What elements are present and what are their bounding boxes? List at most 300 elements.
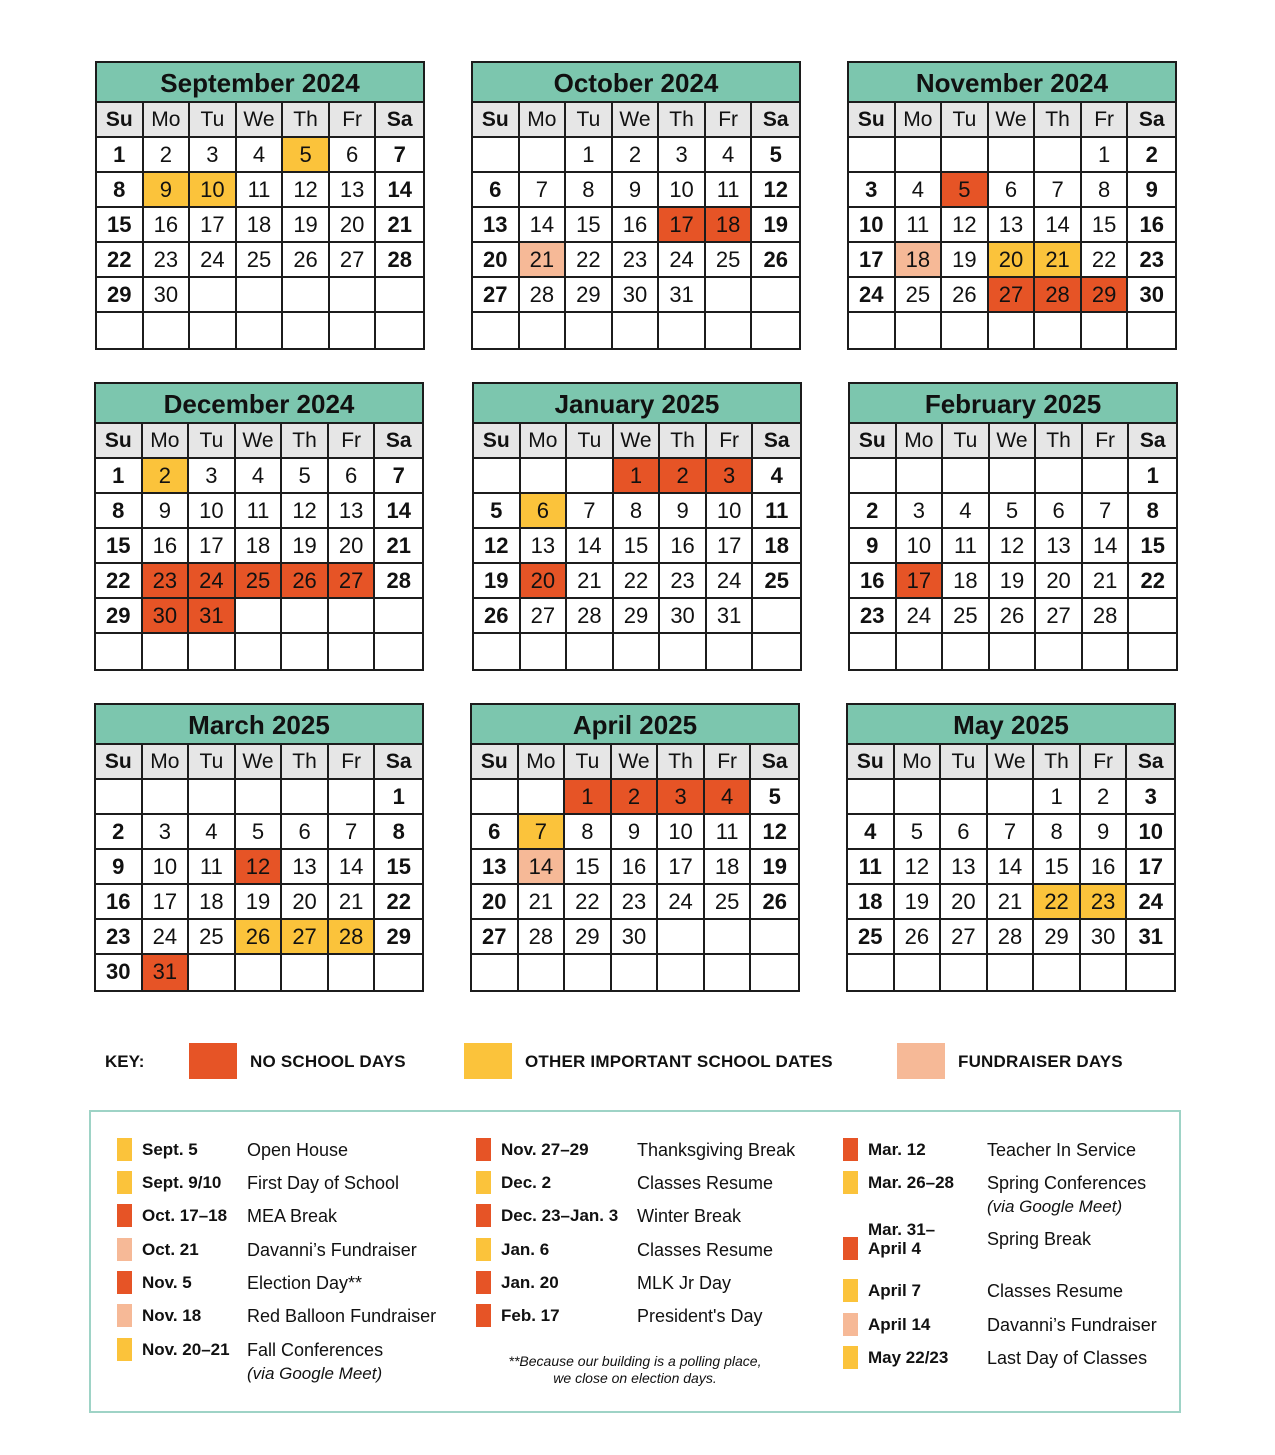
key-no-school-label: NO SCHOOL DAYS xyxy=(250,1052,406,1071)
legend-swatch xyxy=(476,1138,491,1161)
day-cell: 21 xyxy=(567,564,614,599)
empty-day-cell xyxy=(330,278,377,313)
day-cell: 14 xyxy=(329,850,376,885)
day-cell: 1 xyxy=(97,138,144,173)
day-cell: 30 xyxy=(1128,278,1175,313)
day-cell: 18 xyxy=(237,208,284,243)
empty-day-cell xyxy=(897,634,944,669)
legend-date: Dec. 2 xyxy=(501,1173,552,1192)
empty-day-cell xyxy=(1128,313,1175,348)
day-cell: 25 xyxy=(943,599,990,634)
legend-description: Open House xyxy=(247,1140,349,1160)
day-cell: 29 xyxy=(614,599,661,634)
empty-day-cell xyxy=(705,955,752,990)
day-cell: 5 xyxy=(752,138,799,173)
legend-date: May 22/23 xyxy=(868,1348,949,1367)
day-cell: 1 xyxy=(566,138,613,173)
legend-swatch xyxy=(117,1171,132,1194)
empty-day-cell xyxy=(474,634,521,669)
day-cell: 11 xyxy=(896,208,943,243)
day-cell: 22 xyxy=(614,564,661,599)
legend-swatch xyxy=(843,1346,858,1369)
day-cell: 29 xyxy=(1082,278,1129,313)
day-cell: 1 xyxy=(1034,780,1081,815)
empty-day-cell xyxy=(895,955,942,990)
empty-day-cell xyxy=(143,780,190,815)
day-cell: 5 xyxy=(236,815,283,850)
day-cell: 19 xyxy=(752,208,799,243)
legend-date: Oct. 21 xyxy=(142,1240,199,1259)
day-cell: 25 xyxy=(236,564,283,599)
empty-day-cell xyxy=(989,138,1036,173)
weekday-header: We xyxy=(989,103,1036,138)
month-title: November 2024 xyxy=(849,63,1175,103)
day-cell: 18 xyxy=(189,885,236,920)
empty-day-cell xyxy=(943,459,990,494)
day-cell: 24 xyxy=(190,243,237,278)
empty-day-cell xyxy=(941,955,988,990)
day-cell: 28 xyxy=(1083,599,1130,634)
legend-description: MLK Jr Day xyxy=(637,1273,732,1293)
day-cell: 19 xyxy=(942,243,989,278)
day-cell: 30 xyxy=(660,599,707,634)
empty-day-cell xyxy=(189,780,236,815)
day-cell: 27 xyxy=(521,599,568,634)
legend-date: Dec. 23–Jan. 3 xyxy=(501,1206,619,1225)
empty-day-cell xyxy=(988,955,1035,990)
month-calendar xyxy=(848,382,1178,671)
empty-day-cell xyxy=(472,955,519,990)
weekday-header: We xyxy=(612,745,659,780)
empty-day-cell xyxy=(283,278,330,313)
day-cell: 2 xyxy=(144,138,191,173)
empty-day-cell xyxy=(189,955,236,990)
day-cell: 10 xyxy=(659,173,706,208)
day-cell: 22 xyxy=(1034,885,1081,920)
day-cell: 31 xyxy=(1127,920,1174,955)
weekday-header: Sa xyxy=(751,745,798,780)
empty-day-cell xyxy=(96,634,143,669)
day-cell: 23 xyxy=(143,564,190,599)
day-cell: 18 xyxy=(896,243,943,278)
day-cell: 6 xyxy=(329,459,376,494)
day-cell: 17 xyxy=(707,529,754,564)
empty-day-cell xyxy=(1035,313,1082,348)
weekday-header: Mo xyxy=(519,745,566,780)
day-cell: 29 xyxy=(565,920,612,955)
legend-date: Sept. 5 xyxy=(142,1140,198,1159)
empty-day-cell xyxy=(989,313,1036,348)
day-cell: 23 xyxy=(660,564,707,599)
month-title: May 2025 xyxy=(848,705,1174,745)
day-cell: 11 xyxy=(236,494,283,529)
day-cell: 6 xyxy=(282,815,329,850)
weekday-header: Sa xyxy=(376,103,423,138)
weekday-header: Fr xyxy=(1082,103,1129,138)
day-cell: 17 xyxy=(659,208,706,243)
day-cell: 20 xyxy=(989,243,1036,278)
legend-description: Spring Conferences xyxy=(987,1173,1147,1193)
day-cell: 20 xyxy=(1036,564,1083,599)
day-cell: 9 xyxy=(1081,815,1128,850)
day-cell: 7 xyxy=(567,494,614,529)
day-cell: 28 xyxy=(1035,278,1082,313)
legend-date: Nov. 20–21 xyxy=(142,1340,230,1359)
day-cell: 26 xyxy=(282,564,329,599)
legend-swatch xyxy=(843,1138,858,1161)
day-cell: 23 xyxy=(96,920,143,955)
day-cell: 20 xyxy=(282,885,329,920)
month-calendar xyxy=(472,382,802,671)
day-cell: 6 xyxy=(330,138,377,173)
empty-day-cell xyxy=(473,313,520,348)
legend-description: Fall Conferences xyxy=(247,1340,384,1360)
day-cell: 23 xyxy=(613,243,660,278)
day-cell: 21 xyxy=(329,885,376,920)
legend-description: Thanksgiving Break xyxy=(637,1140,796,1160)
legend-subtext: (via Google Meet) xyxy=(987,1197,1123,1216)
legend-swatch xyxy=(117,1338,132,1361)
empty-day-cell xyxy=(144,313,191,348)
empty-day-cell xyxy=(236,634,283,669)
day-cell: 19 xyxy=(895,885,942,920)
day-cell: 16 xyxy=(143,529,190,564)
empty-day-cell xyxy=(751,955,798,990)
month-calendar xyxy=(94,382,424,671)
day-cell: 10 xyxy=(190,173,237,208)
day-cell: 15 xyxy=(1082,208,1129,243)
day-cell: 30 xyxy=(96,955,143,990)
legend-swatch xyxy=(476,1238,491,1261)
weekday-header: Sa xyxy=(375,424,422,459)
day-cell: 20 xyxy=(330,208,377,243)
key-important-label: OTHER IMPORTANT SCHOOL DATES xyxy=(525,1052,833,1071)
empty-day-cell xyxy=(521,634,568,669)
day-cell: 16 xyxy=(660,529,707,564)
day-cell: 26 xyxy=(751,885,798,920)
day-cell: 16 xyxy=(96,885,143,920)
empty-day-cell xyxy=(143,634,190,669)
day-cell: 20 xyxy=(941,885,988,920)
empty-day-cell xyxy=(612,955,659,990)
day-cell: 28 xyxy=(519,920,566,955)
legend-date: Mar. 26–28 xyxy=(868,1173,955,1192)
footnote-line-2: we close on election days. xyxy=(553,1370,717,1386)
day-cell: 13 xyxy=(1036,529,1083,564)
day-cell: 24 xyxy=(897,599,944,634)
legend-description: Classes Resume xyxy=(637,1173,774,1193)
day-cell: 21 xyxy=(1083,564,1130,599)
day-cell: 26 xyxy=(236,920,283,955)
month-calendar xyxy=(95,61,425,350)
empty-day-cell xyxy=(473,138,520,173)
legend-description: Classes Resume xyxy=(987,1281,1124,1301)
empty-day-cell xyxy=(990,634,1037,669)
day-cell: 30 xyxy=(613,278,660,313)
weekday-header: Sa xyxy=(752,103,799,138)
day-cell: 21 xyxy=(988,885,1035,920)
empty-day-cell xyxy=(896,138,943,173)
day-cell: 4 xyxy=(896,173,943,208)
empty-day-cell xyxy=(942,138,989,173)
day-cell: 11 xyxy=(706,173,753,208)
day-cell: 5 xyxy=(895,815,942,850)
day-cell: 14 xyxy=(567,529,614,564)
day-cell: 23 xyxy=(612,885,659,920)
day-cell: 2 xyxy=(1081,780,1128,815)
empty-day-cell xyxy=(706,278,753,313)
weekday-header: We xyxy=(613,103,660,138)
day-cell: 2 xyxy=(660,459,707,494)
day-cell: 9 xyxy=(850,529,897,564)
day-cell: 12 xyxy=(474,529,521,564)
empty-day-cell xyxy=(990,459,1037,494)
day-cell: 11 xyxy=(753,494,800,529)
day-cell: 9 xyxy=(660,494,707,529)
month-title: January 2025 xyxy=(474,384,800,424)
weekday-header: We xyxy=(990,424,1037,459)
weekday-header: Tu xyxy=(567,424,614,459)
weekday-header: Th xyxy=(1034,745,1081,780)
day-cell: 2 xyxy=(1128,138,1175,173)
day-cell: 16 xyxy=(144,208,191,243)
empty-day-cell xyxy=(941,780,988,815)
day-cell: 7 xyxy=(1035,173,1082,208)
day-cell: 18 xyxy=(943,564,990,599)
day-cell: 5 xyxy=(474,494,521,529)
empty-day-cell xyxy=(1081,955,1128,990)
legend-description: MEA Break xyxy=(247,1206,338,1226)
legend-swatch xyxy=(117,1271,132,1294)
day-cell: 22 xyxy=(1082,243,1129,278)
empty-day-cell xyxy=(1036,459,1083,494)
day-cell: 12 xyxy=(752,173,799,208)
empty-day-cell xyxy=(566,313,613,348)
empty-day-cell xyxy=(330,313,377,348)
day-cell: 9 xyxy=(96,850,143,885)
weekday-header: Mo xyxy=(144,103,191,138)
day-cell: 10 xyxy=(897,529,944,564)
empty-day-cell xyxy=(753,634,800,669)
day-cell: 15 xyxy=(96,529,143,564)
day-cell: 13 xyxy=(329,494,376,529)
month-calendar xyxy=(94,703,424,992)
key-fundraiser-label: FUNDRAISER DAYS xyxy=(958,1052,1123,1071)
color-key xyxy=(105,1042,1185,1082)
empty-day-cell xyxy=(1036,634,1083,669)
weekday-header: Tu xyxy=(189,745,236,780)
day-cell: 2 xyxy=(143,459,190,494)
month-calendar xyxy=(470,703,800,992)
important-swatch xyxy=(464,1043,512,1079)
legend-description: First Day of School xyxy=(247,1173,400,1193)
empty-day-cell xyxy=(190,278,237,313)
day-cell: 7 xyxy=(520,173,567,208)
day-cell: 5 xyxy=(751,780,798,815)
empty-day-cell xyxy=(658,920,705,955)
day-cell: 23 xyxy=(850,599,897,634)
day-cell: 10 xyxy=(1127,815,1174,850)
day-cell: 18 xyxy=(706,208,753,243)
day-cell: 20 xyxy=(473,243,520,278)
day-cell: 8 xyxy=(565,815,612,850)
weekday-header: Th xyxy=(1036,424,1083,459)
weekday-header: Tu xyxy=(943,424,990,459)
day-cell: 20 xyxy=(329,529,376,564)
day-cell: 21 xyxy=(375,529,422,564)
weekday-header: Tu xyxy=(190,103,237,138)
day-cell: 30 xyxy=(1081,920,1128,955)
day-cell: 25 xyxy=(705,885,752,920)
weekday-header: Th xyxy=(282,424,329,459)
legend-swatch xyxy=(117,1204,132,1227)
day-cell: 24 xyxy=(143,920,190,955)
legend-swatch xyxy=(843,1313,858,1336)
empty-day-cell xyxy=(329,599,376,634)
empty-day-cell xyxy=(1082,313,1129,348)
day-cell: 1 xyxy=(565,780,612,815)
day-cell: 4 xyxy=(189,815,236,850)
day-cell: 1 xyxy=(1129,459,1176,494)
empty-day-cell xyxy=(237,313,284,348)
day-cell: 27 xyxy=(1036,599,1083,634)
weekday-header: Fr xyxy=(1083,424,1130,459)
day-cell: 22 xyxy=(565,885,612,920)
day-cell: 24 xyxy=(658,885,705,920)
legend-swatch xyxy=(843,1279,858,1302)
day-cell: 21 xyxy=(520,243,567,278)
day-cell: 14 xyxy=(1035,208,1082,243)
day-cell: 14 xyxy=(376,173,423,208)
day-cell: 27 xyxy=(282,920,329,955)
day-cell: 10 xyxy=(658,815,705,850)
day-cell: 18 xyxy=(753,529,800,564)
weekday-header: Sa xyxy=(1127,745,1174,780)
day-cell: 26 xyxy=(474,599,521,634)
day-cell: 4 xyxy=(753,459,800,494)
day-cell: 3 xyxy=(190,138,237,173)
weekday-header: Tu xyxy=(941,745,988,780)
empty-day-cell xyxy=(753,599,800,634)
empty-day-cell xyxy=(1127,955,1174,990)
day-cell: 8 xyxy=(614,494,661,529)
day-cell: 31 xyxy=(659,278,706,313)
day-cell: 27 xyxy=(329,564,376,599)
weekday-header: Su xyxy=(96,424,143,459)
weekday-header: Fr xyxy=(1081,745,1128,780)
day-cell: 20 xyxy=(472,885,519,920)
empty-day-cell xyxy=(849,313,896,348)
day-cell: 3 xyxy=(897,494,944,529)
weekday-header: Tu xyxy=(189,424,236,459)
day-cell: 26 xyxy=(895,920,942,955)
day-cell: 10 xyxy=(707,494,754,529)
empty-day-cell xyxy=(282,634,329,669)
empty-day-cell xyxy=(567,459,614,494)
empty-day-cell xyxy=(283,313,330,348)
weekday-header: Fr xyxy=(329,424,376,459)
day-cell: 14 xyxy=(520,208,567,243)
day-cell: 15 xyxy=(614,529,661,564)
day-cell: 1 xyxy=(96,459,143,494)
day-cell: 10 xyxy=(849,208,896,243)
day-cell: 19 xyxy=(751,850,798,885)
empty-day-cell xyxy=(97,313,144,348)
day-cell: 12 xyxy=(283,173,330,208)
empty-day-cell xyxy=(988,780,1035,815)
day-cell: 14 xyxy=(375,494,422,529)
empty-day-cell xyxy=(848,780,895,815)
day-cell: 27 xyxy=(473,278,520,313)
weekday-header: Fr xyxy=(707,424,754,459)
legend-description: Election Day** xyxy=(247,1273,363,1293)
day-cell: 18 xyxy=(236,529,283,564)
day-cell: 23 xyxy=(144,243,191,278)
day-cell: 11 xyxy=(943,529,990,564)
weekday-header: Su xyxy=(96,745,143,780)
legend-swatch xyxy=(117,1138,132,1161)
weekday-header: Mo xyxy=(895,745,942,780)
empty-day-cell xyxy=(519,780,566,815)
day-cell: 17 xyxy=(143,885,190,920)
day-cell: 19 xyxy=(283,208,330,243)
legend-swatch xyxy=(476,1204,491,1227)
day-cell: 2 xyxy=(850,494,897,529)
weekday-header: Th xyxy=(283,103,330,138)
empty-day-cell xyxy=(329,634,376,669)
day-cell: 17 xyxy=(897,564,944,599)
day-cell: 12 xyxy=(942,208,989,243)
day-cell: 8 xyxy=(566,173,613,208)
day-cell: 25 xyxy=(753,564,800,599)
day-cell: 8 xyxy=(1082,173,1129,208)
legend-description: Davanni’s Fundraiser xyxy=(987,1315,1157,1335)
empty-day-cell xyxy=(282,955,329,990)
day-cell: 8 xyxy=(1129,494,1176,529)
day-cell: 6 xyxy=(941,815,988,850)
day-cell: 8 xyxy=(1034,815,1081,850)
day-cell: 7 xyxy=(1083,494,1130,529)
day-cell: 12 xyxy=(236,850,283,885)
day-cell: 21 xyxy=(1035,243,1082,278)
day-cell: 18 xyxy=(848,885,895,920)
day-cell: 17 xyxy=(189,529,236,564)
day-cell: 12 xyxy=(282,494,329,529)
day-cell: 28 xyxy=(375,564,422,599)
day-cell: 25 xyxy=(189,920,236,955)
weekday-header: Fr xyxy=(330,103,377,138)
legend-date: Jan. 6 xyxy=(501,1240,550,1259)
day-cell: 27 xyxy=(989,278,1036,313)
empty-day-cell xyxy=(520,138,567,173)
legend-date: Nov. 5 xyxy=(142,1273,192,1292)
weekday-header: Su xyxy=(849,103,896,138)
day-cell: 1 xyxy=(614,459,661,494)
day-cell: 27 xyxy=(472,920,519,955)
weekday-header: Tu xyxy=(566,103,613,138)
weekday-header: Su xyxy=(848,745,895,780)
day-cell: 30 xyxy=(143,599,190,634)
day-cell: 21 xyxy=(519,885,566,920)
day-cell: 26 xyxy=(283,243,330,278)
legend-description: President's Day xyxy=(637,1306,763,1326)
weekday-header: Su xyxy=(850,424,897,459)
legend-swatch xyxy=(476,1171,491,1194)
day-cell: 11 xyxy=(189,850,236,885)
day-cell: 7 xyxy=(329,815,376,850)
day-cell: 14 xyxy=(988,850,1035,885)
day-cell: 22 xyxy=(566,243,613,278)
